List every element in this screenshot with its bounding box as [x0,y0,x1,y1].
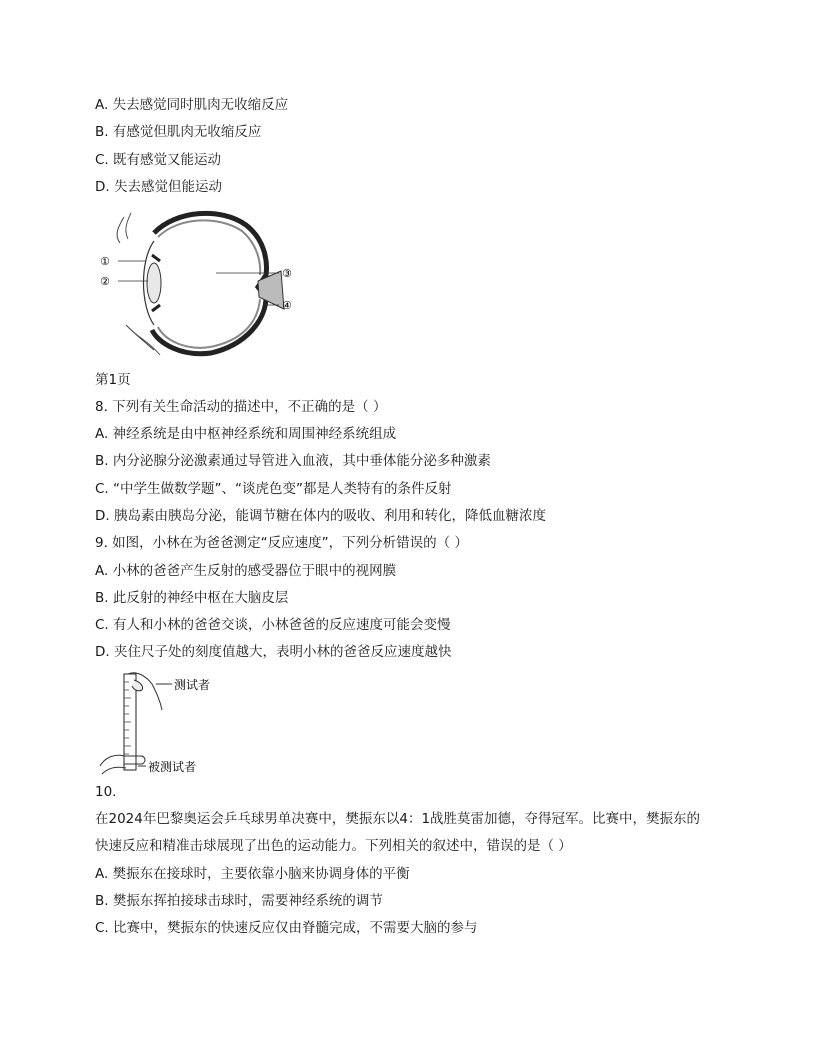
eye-label-4: ④ [282,299,292,312]
q9-option-a: A. 小林的爸爸产生反射的感受器位于眼中的视网膜 [95,563,397,579]
tested-label: 被测试者 [148,760,197,774]
q9-option-d: D. 夹住尺子处的刻度值越大，表明小林的爸爸反应速度越快 [95,644,452,660]
q10-option-b: B. 樊振东挥拍接球击球时，需要神经系统的调节 [95,893,383,909]
eye-diagram [96,205,306,365]
q9-option-b: B. 此反射的神经中枢在大脑皮层 [95,590,289,606]
q8-option-d: D. 胰岛素由胰岛分泌，能调节糖在体内的吸收、利用和转化，降低血糖浓度 [95,508,546,524]
eye-label-2: ② [100,275,110,288]
q7-option-a: A. 失去感觉同时肌肉无收缩反应 [95,97,289,113]
q7-option-b: B. 有感觉但肌肉无收缩反应 [95,124,262,140]
q8-option-c: C. “中学生做数学题”、“谈虎色变”都是人类特有的条件反射 [95,481,452,497]
q7-option-c: C. 既有感觉又能运动 [95,152,222,168]
q7-option-d: D. 失去感觉但能运动 [95,179,222,195]
q9-stem: 9. 如图，小林在为爸爸测定“反应速度”，下列分析错误的（ ） [95,535,468,551]
q8-stem: 8. 下列有关生命活动的描述中，不正确的是（ ） [95,399,387,415]
q10-stem-line-2: 快速反应和精准击球展现了出色的运动能力。下列相关的叙述中，错误的是（ ） [95,838,572,854]
q8-option-b: B. 内分泌腺分泌激素通过导管进入血液，其中垂体能分泌多种激素 [95,453,491,469]
q10-number: 10. [95,784,117,800]
page-marker: 第1页 [95,372,131,388]
q10-option-a: A. 樊振东在接球时，主要依靠小脑来协调身体的平衡 [95,866,410,882]
q10-stem-line-1: 在2024年巴黎奥运会乒乓球男单决赛中，樊振东以4：1战胜莫雷加德，夺得冠军。比赛中，樊振东的 [95,811,701,827]
eye-label-3: ③ [282,267,292,280]
tester-label: 测试者 [174,678,211,692]
q8-option-a: A. 神经系统是由中枢神经系统和周围神经系统组成 [95,426,397,442]
q10-option-c: C. 比赛中，樊振东的快速反应仅由脊髓完成，不需要大脑的参与 [95,920,478,936]
q9-option-c: C. 有人和小林的爸爸交谈，小林爸爸的反应速度可能会变慢 [95,617,451,633]
eye-label-1: ① [100,255,110,268]
ruler-test-diagram [96,670,226,776]
